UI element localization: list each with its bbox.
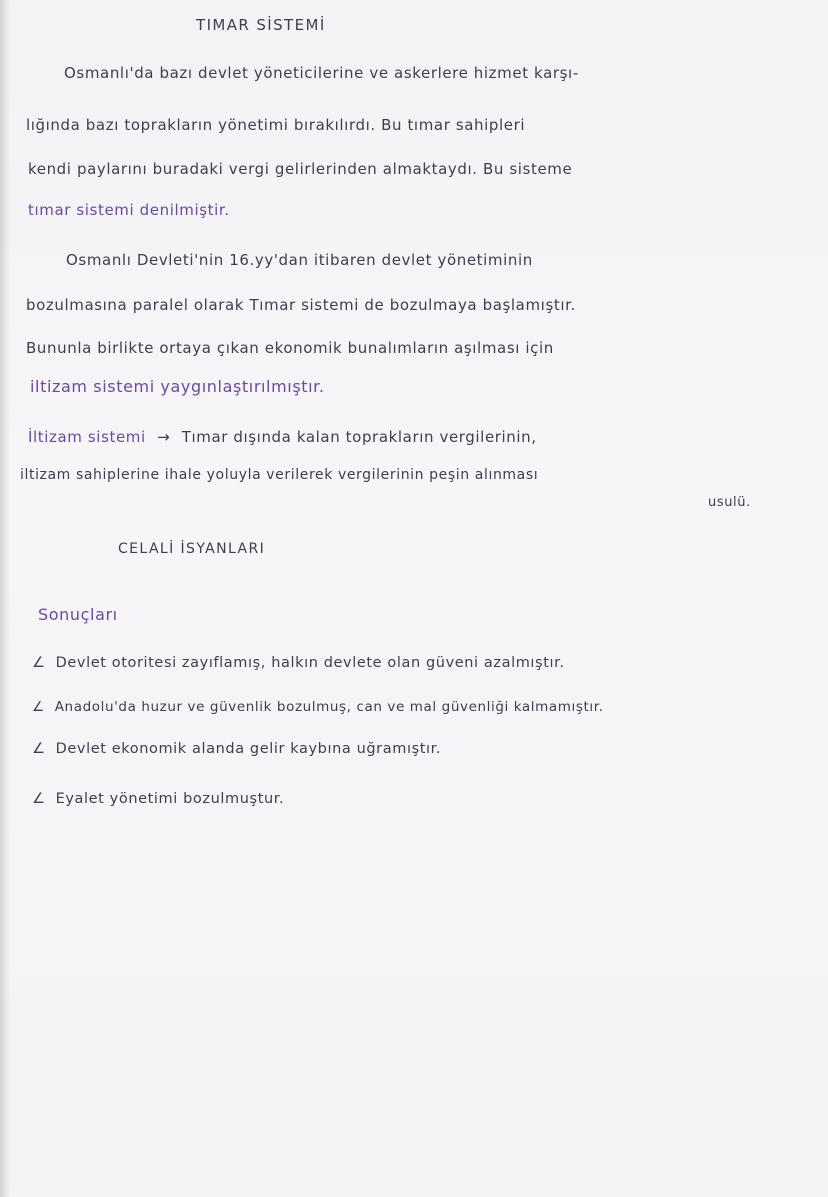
result-text-1: Devlet otoritesi zayıflamış, halkın devlete olan güveni azalmıştır. (55, 655, 565, 671)
definition-line-3: usulü. (708, 495, 751, 510)
list-item (32, 701, 604, 715)
page-edge-shadow (0, 0, 10, 1197)
results-title: Sonuçları (38, 605, 118, 624)
definition-term: İltizam sistemi (28, 428, 146, 446)
list-item (32, 656, 565, 671)
bullet-icon: ∠ (32, 699, 45, 715)
list-item (32, 792, 284, 807)
result-text-3: Devlet ekonomik alanda gelir kaybına uğramıştır. (55, 741, 442, 757)
list-item (32, 742, 441, 757)
paragraph2-line-1: Osmanlı Devleti'nin 16.yy'dan itibaren devlet yönetiminin (66, 251, 533, 269)
paragraph1-line-3: kendi paylarını buradaki vergi gelirlerinden almaktaydı. Bu sisteme (28, 160, 573, 178)
arrow-icon: → (157, 428, 171, 446)
section-title: CELALİ İSYANLARI (118, 541, 266, 557)
definition-text-1: Tımar dışında kalan toprakların vergilerinin, (181, 428, 537, 446)
definition-line-1 (28, 430, 537, 445)
paragraph1-line-2: lığında bazı toprakların yönetimi bırakılırdı. Bu tımar sahipleri (26, 116, 526, 134)
paragraph2-line-3: Bununla birlikte ortaya çıkan ekonomik bunalımların aşılması için (26, 339, 554, 357)
definition-line-2: iltizam sahiplerine ihale yoluyla verilerek vergilerinin peşin alınması (20, 467, 539, 483)
page-title: TIMAR SİSTEMİ (196, 16, 326, 34)
paragraph2-line-2: bozulmasına paralel olarak Tımar sistemi de bozulmaya başlamıştır. (26, 296, 576, 314)
paragraph1-line-4: tımar sistemi denilmiştir. (28, 201, 230, 219)
bullet-icon: ∠ (32, 655, 46, 671)
bullet-icon: ∠ (32, 741, 46, 757)
bullet-icon: ∠ (32, 791, 46, 807)
paragraph2-line-4: iltizam sistemi yaygınlaştırılmıştır. (30, 377, 325, 396)
result-text-2: Anadolu'da huzur ve güvenlik bozulmuş, can ve mal güvenliği kalmamıştır. (54, 699, 604, 715)
result-text-4: Eyalet yönetimi bozulmuştur. (55, 791, 285, 807)
paragraph1-line-1: Osmanlı'da bazı devlet yöneticilerine ve askerlere hizmet karşı- (64, 64, 579, 82)
